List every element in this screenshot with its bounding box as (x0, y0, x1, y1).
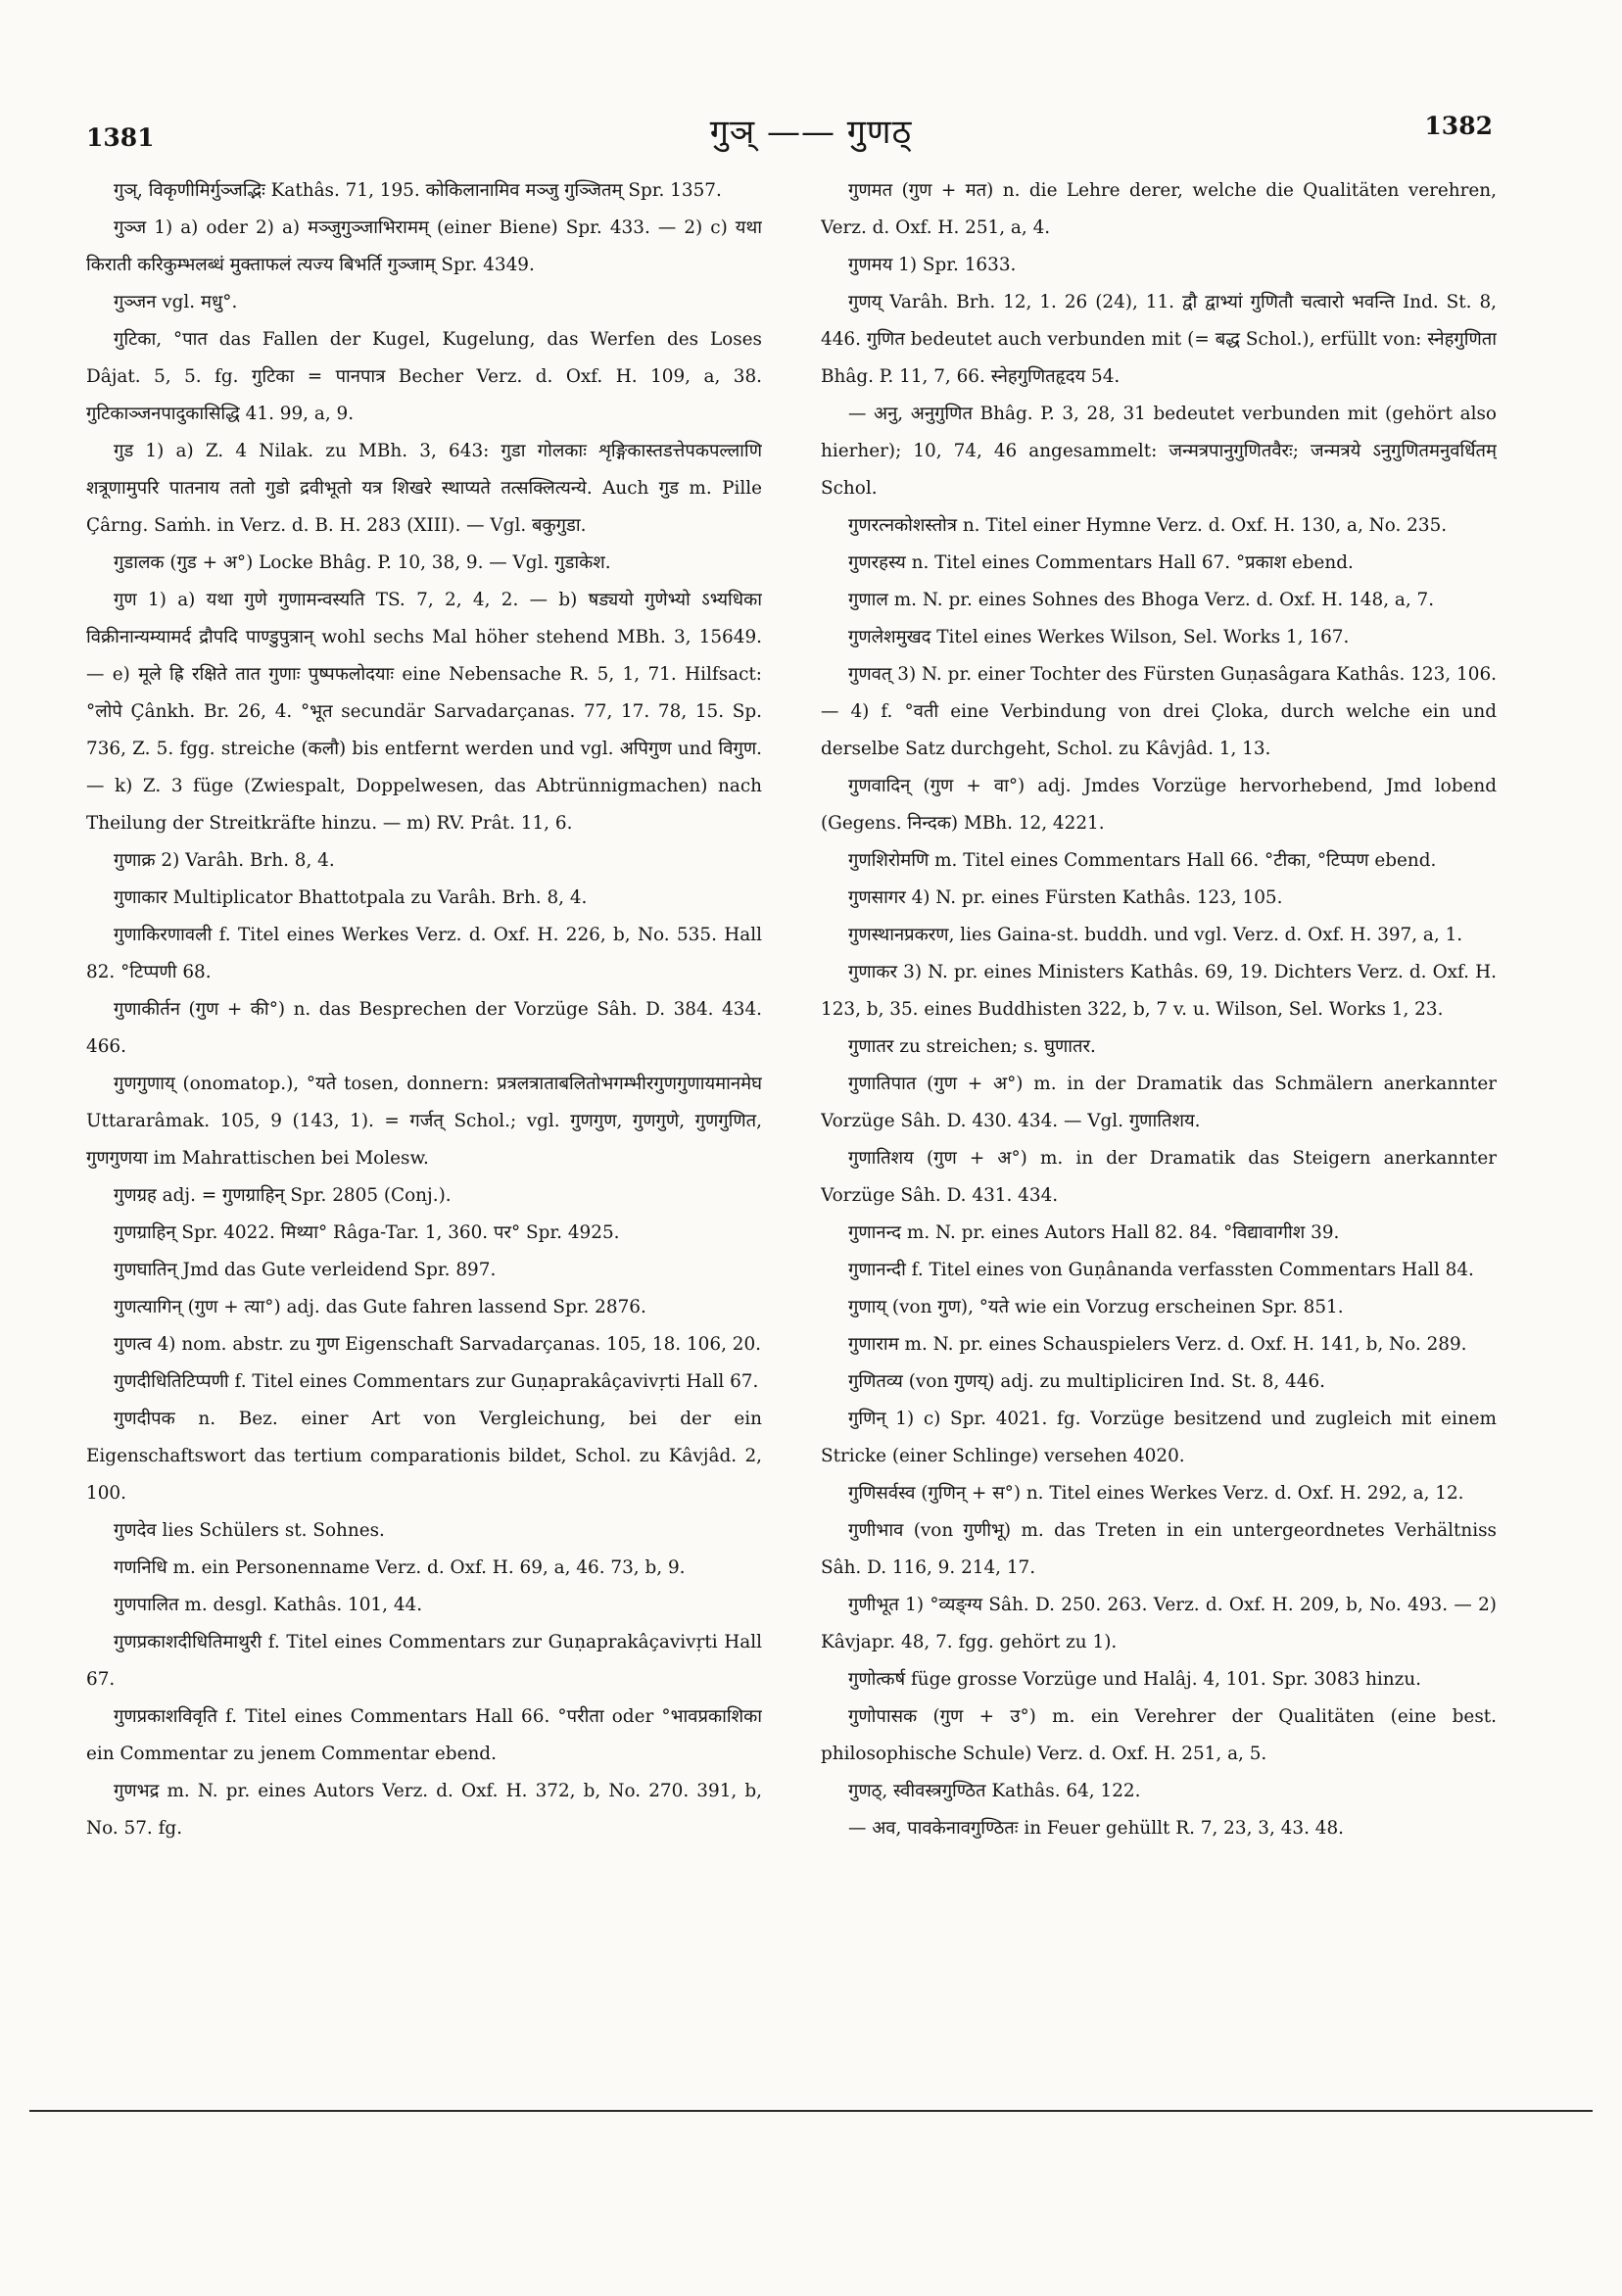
dictionary-entry: गुणय् Varâh. Brh. 12, 1. 26 (24), 11. द्वौ द्वाभ्यां गुणितौ चत्वारो भवन्ति Ind. St. 8, 446. गुणित bedeutet auch verbunden mit (= बद्ध Schol.), erfüllt von: स्नेहगुणिता Bhâg. P. 11, 7, 66. स्नेहगुणितहृदय 54. (821, 292, 1497, 387)
dictionary-entry: गुणदीपक n. Bez. einer Art von Vergleichung, bei der ein Eigenschaftswort das tertium comparationis bildet, Schol. zu Kâvjâd. 2, 100. (86, 1409, 762, 1504)
dictionary-entry: गुञ्जन vgl. मधु°. (114, 292, 238, 312)
dictionary-entry: — अव, पावकेनावगुण्ठितः in Feuer gehüllt R. 7, 23, 3, 43. 48. (848, 1818, 1345, 1839)
running-head (0, 106, 1622, 165)
dictionary-entry: गुणघातिन् Jmd das Gute verleidend Spr. 897. (114, 1260, 497, 1280)
dictionary-entry: गुणगुणाय् (onomatop.), °यते tosen, donnern: प्रत्रलत्राताबलितोभगम्भीरगुणगुणायमानमेघ Uttararâmak. 105, 9 (143, 1). = गर्जत् Schol.; vgl. गुणगुण, गुणगुणे, गुणगुणित, गुणगुणया im Mahrattischen bei Molesw. (86, 1074, 762, 1169)
dictionary-entry: गुणप्रकाशदीधितिमाथुरी f. Titel eines Commentars zur Guṇaprakâçavivṛti Hall 67. (86, 1632, 762, 1690)
dictionary-entry: गुणत्यागिन् (गुण + त्या°) adj. das Gute fahren lassend Spr. 2876. (114, 1297, 646, 1317)
dictionary-entry: गुणोपासक (गुण + उ°) m. ein Verehrer der Qualitäten (eine best. philosophische Schule) Verz. d. Oxf. H. 251, a, 5. (821, 1706, 1497, 1764)
left-column (86, 172, 762, 2053)
dictionary-entry: गुणीभूत 1) °व्यङ्ग्य Sâh. D. 250. 263. Verz. d. Oxf. H. 209, b, No. 493. — 2) Kâvjapr. 48, 7. fgg. gehört zu 1). (821, 1595, 1497, 1652)
dictionary-entry: गुणातिशय (गुण + अ°) m. in der Dramatik das Steigern anerkannter Vorzüge Sâh. D. 431. 434. (821, 1148, 1497, 1206)
dictionary-entry: गुणाराम m. N. pr. eines Schauspielers Verz. d. Oxf. H. 141, b, No. 289. (848, 1334, 1467, 1355)
right-column (821, 172, 1497, 2053)
head-words: गुञ् —— गुणठ् (709, 113, 913, 152)
dictionary-entry: गुणग्राहिन् Spr. 4022. मिथ्या° Râga-Tar. 1, 360. पर° Spr. 4925. (114, 1222, 620, 1243)
dictionary-entry: गुणानन्दी f. Titel eines von Guṇânanda verfassten Commentars Hall 84. (848, 1260, 1474, 1280)
dictionary-entry: गुणोत्कर्ष füge grosse Vorzüge und Halâj. 4, 101. Spr. 3083 hinzu. (848, 1669, 1422, 1690)
dictionary-entry: — अनु, अनुगुणित Bhâg. P. 3, 28, 31 bedeutet verbunden mit (gehört also hierher); 10, 74, 46 angesammelt: जन्मत्रपानुगुणितवैरः; जन्मत्रये ऽनुगुणितमनुवर्धितम् Schol. (821, 404, 1497, 499)
dictionary-entry: गुणिन् 1) c) Spr. 4021. fg. Vorzüge besitzend und zugleich mit einem Stricke (einer Schlinge) versehen 4020. (821, 1409, 1497, 1466)
dictionary-entry: गुणातर zu streichen; s. घुणातर. (848, 1036, 1096, 1057)
dictionary-entry: गुणाय् (von गुण), °यते wie ein Vorzug erscheinen Spr. 851. (848, 1297, 1344, 1317)
dictionary-entry: गुणमय 1) Spr. 1633. (848, 255, 1017, 275)
dictionary-entry: गुणाकर 3) N. pr. eines Ministers Kathâs. 69, 19. Dichters Verz. d. Oxf. H. 123, b, 35. eines Buddhisten 322, b, 7 v. u. Wilson, Sel. Works 1, 23. (821, 962, 1497, 1020)
dictionary-entry: गुडालक (गुड + अ°) Locke Bhâg. P. 10, 38, 9. — Vgl. गुडाकेश. (114, 552, 611, 573)
dictionary-entry: गुणितव्य (von गुणय्) adj. zu multipliciren Ind. St. 8, 446. (848, 1371, 1325, 1392)
bottom-rule (29, 2110, 1593, 2112)
dictionary-entry: गुणरत्नकोशस्तोत्र n. Titel einer Hymne Verz. d. Oxf. H. 130, a, No. 235. (848, 515, 1448, 536)
dictionary-entry: गुणशिरोमणि m. Titel eines Commentars Hall 66. °टीका, °टिप्पण ebend. (848, 850, 1437, 871)
page-number-left: 1381 (86, 123, 155, 152)
dictionary-entry: गुटिका, °पात das Fallen der Kugel, Kugelung, das Werfen des Loses Dâjat. 5, 5. fg. गुटिका = पानपात्र Becher Verz. d. Oxf. H. 109, a, 38. गुटिकाञ्जनपादुकासिद्धि 41. 99, a, 9. (86, 329, 762, 424)
dictionary-entry: गुणत्व 4) nom. abstr. zu गुण Eigenschaft Sarvadarçanas. 105, 18. 106, 20. (114, 1334, 762, 1355)
dictionary-columns (86, 172, 1495, 2053)
dictionary-entry: गुणाकीर्तन (गुण + की°) n. das Besprechen der Vorzüge Sâh. D. 384. 434. 466. (86, 999, 762, 1057)
dictionary-entry: गुणीभाव (von गुणीभू) m. das Treten in ein untergeordnetes Verhältniss Sâh. D. 116, 9. 214, 17. (821, 1520, 1497, 1578)
dictionary-entry: गुणाकिरणावली f. Titel eines Werkes Verz. d. Oxf. H. 226, b, No. 535. Hall 82. °टिप्पणी 68. (86, 925, 762, 982)
dictionary-entry: गुणरहस्य n. Titel eines Commentars Hall 67. °प्रकाश ebend. (848, 552, 1354, 573)
dictionary-entry: गुणभद्र m. N. pr. eines Autors Verz. d. Oxf. H. 372, b, No. 270. 391, b, No. 57. fg. (86, 1781, 762, 1839)
dictionary-entry: गुञ्, विकृणीमिर्गुञ्जद्भिः Kathâs. 71, 195. कोकिलानामिव मञ्जु गुञ्जितम् Spr. 1357. (114, 180, 722, 201)
dictionary-entry: गुणदीधितिटिप्पणी f. Titel eines Commentars zur Guṇaprakâçavivṛti Hall 67. (114, 1371, 759, 1392)
dictionary-entry: गुणदेव lies Schülers st. Sohnes. (114, 1520, 385, 1541)
dictionary-entry: गुणमत (गुण + मत) n. die Lehre derer, welche die Qualitäten verehren, Verz. d. Oxf. H. 251, a, 4. (821, 180, 1497, 238)
page-number-right: 1382 (1424, 112, 1493, 140)
dictionary-entry: गुणाल m. N. pr. eines Sohnes des Bhoga Verz. d. Oxf. H. 148, a, 7. (848, 590, 1435, 610)
dictionary-entry: गुणग्रह adj. = गुणग्राहिन् Spr. 2805 (Conj.). (114, 1185, 452, 1206)
dictionary-entry: गुणप्रकाशविवृति f. Titel eines Commentars Hall 66. °परीता oder °भावप्रकाशिका ein Commentar zu jenem Commentar ebend. (86, 1706, 762, 1764)
dictionary-entry: गुणस्थानप्रकरण, lies Gaina-st. buddh. und vgl. Verz. d. Oxf. H. 397, a, 1. (848, 925, 1463, 945)
dictionary-entry: गुणानन्द m. N. pr. eines Autors Hall 82. 84. °विद्यावागीश 39. (848, 1222, 1340, 1243)
dictionary-entry: गुणपालित m. desgl. Kathâs. 101, 44. (114, 1595, 423, 1615)
dictionary-entry: गुणाकार Multiplicator Bhattotpala zu Varâh. Brh. 8, 4. (114, 887, 588, 908)
dictionary-entry: गुणवादिन् (गुण + वा°) adj. Jmdes Vorzüge hervorhebend, Jmd lobend (Gegens. निन्दक) MBh. 12, 4221. (821, 776, 1497, 834)
dictionary-entry: गुड 1) a) Z. 4 Nilak. zu MBh. 3, 643: गुडा गोलकाः शृङ्गिकास्तडत्तेपकपल्लाणि शत्रूणामुपरि पातनाय ततो गुडो द्रवीभूतो यत्र शिखरे स्थाप्यते तत्सक्लित्यन्ये. Auch गुड m. Pille Çârng. Saṁh. in Verz. d. B. H. 283 (XIII). — Vgl. बकुगुडा. (86, 441, 762, 536)
dictionary-entry: गुञ्ज 1) a) oder 2) a) मञ्जुगुञ्जाभिरामम् (einer Biene) Spr. 433. — 2) c) यथा किराती करिकुम्भलब्धं मुक्ताफलं त्यज्य बिभर्ति गुञ्जाम् Spr. 4349. (86, 217, 762, 275)
dictionary-entry: गणनिधि m. ein Personenname Verz. d. Oxf. H. 69, a, 46. 73, b, 9. (114, 1557, 686, 1578)
dictionary-entry: गुण 1) a) यथा गुणे गुणामन्वस्यति TS. 7, 2, 4, 2. — b) षड्ययो गुणेभ्यो ऽभ्यधिका विक्रीनान्यम्यामर्द द्रौपदि पाण्डुपुत्रान् wohl sechs Mal höher stehend MBh. 3, 15649. — e) मूले ह्रि रक्षिते तात गुणाः पुष्पफलोदयाः eine Nebensache R. 5, 1, 71. Hilfsact: °लोपे Çânkh. Br. 26, 4. °भूत secundär Sarvadarçanas. 77, 17. 78, 15. Sp. 736, Z. 5. fgg. streiche (कलौ) bis entfernt werden und vgl. अपिगुण und विगुण. — k) Z. 3 füge (Zwiespalt, Doppelwesen, das Abtrünnigmachen) nach Theilung der Streitkräfte hinzu. — m) RV. Prât. 11, 6. (86, 590, 762, 834)
dictionary-entry: गुणसागर 4) N. pr. eines Fürsten Kathâs. 123, 105. (848, 887, 1283, 908)
dictionary-entry: गुणातिपात (गुण + अ°) m. in der Dramatik das Schmälern anerkannter Vorzüge Sâh. D. 430. 434. — Vgl. गुणातिशय. (821, 1074, 1497, 1131)
dictionary-entry: गुणिसर्वस्व (गुणिन् + स°) n. Titel eines Werkes Verz. d. Oxf. H. 292, a, 12. (848, 1483, 1464, 1504)
dictionary-entry: गुणठ्, स्वीवस्त्रगुण्ठित Kathâs. 64, 122. (848, 1781, 1141, 1801)
dictionary-entry: गुणवत् 3) N. pr. einer Tochter des Fürsten Guṇasâgara Kathâs. 123, 106. — 4) f. °वती eine Verbindung von drei Çloka, durch welche ein und derselbe Satz durchgeht, Schol. zu Kâvjâd. 1, 13. (821, 664, 1497, 759)
dictionary-entry: गुणाक्र 2) Varâh. Brh. 8, 4. (114, 850, 335, 871)
dictionary-entry: गुणलेशमुखद Titel eines Werkes Wilson, Sel. Works 1, 167. (848, 627, 1350, 647)
